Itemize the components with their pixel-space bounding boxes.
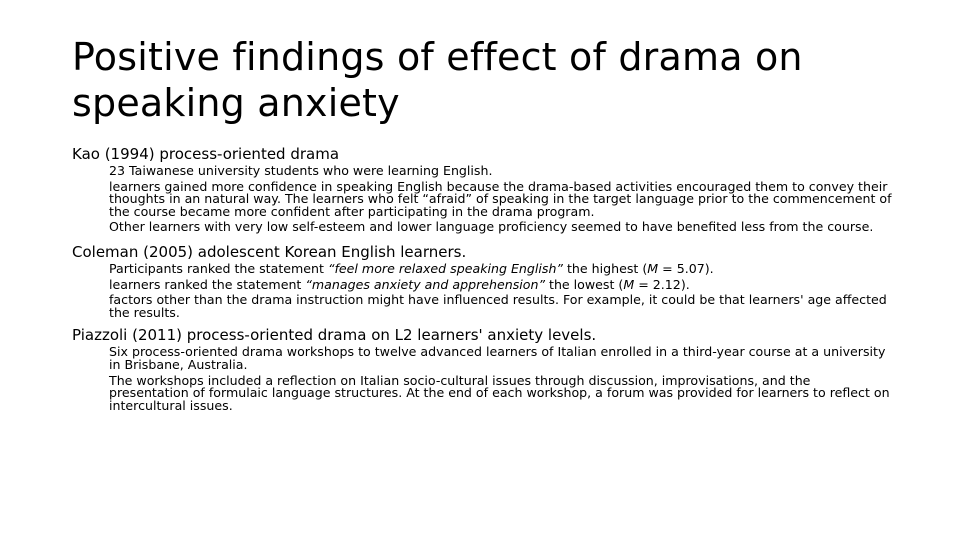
- bullet-item: factors other than the drama instruction might have influenced results. For example, it could be that learners' age affected the results.: [109, 292, 887, 320]
- section-author: Coleman: [72, 242, 139, 261]
- bullet-list: [109, 346, 892, 412]
- section-coleman: [72, 242, 892, 319]
- bullet-list: [109, 165, 892, 234]
- mean-symbol: M: [647, 260, 659, 276]
- quoted-statement: “feel more relaxed speaking English”: [327, 260, 563, 276]
- bullet-text: the highest (: [562, 260, 648, 276]
- section-description: (2005) adolescent Korean English learners.: [138, 242, 467, 261]
- section-heading: [72, 144, 892, 164]
- bullet-item: The workshops included a reflection on Italian socio-cultural issues through discussion, improvisations, and the presentation of formulaic language structures. At the end of each workshop, a forum was provided for learners to reflect on intercultural issues.: [109, 372, 890, 413]
- slide-title: Positive findings of effect of drama on speaking anxiety: [72, 35, 803, 125]
- section-description: (2011) process-oriented drama on L2 learners' anxiety levels.: [127, 326, 597, 345]
- section-piazzoli: [72, 325, 892, 412]
- section-description: process-oriented drama: [154, 145, 340, 163]
- bullet-text: = 5.07).: [658, 260, 714, 276]
- mean-symbol: M: [623, 276, 635, 292]
- bullet-item: 23 Taiwanese university students who were learning English.: [109, 163, 493, 178]
- bullet-item: [109, 260, 892, 276]
- section-kao: [72, 144, 892, 234]
- section-author: Piazzoli: [72, 326, 128, 345]
- bullet-item: learners gained more confidence in speaking English because the drama-based activities encouraged them to convey their thoughts in an natural way. The learners who felt “afraid” of speaking in the target language prior to the commencement of the course became more confident after participating in the drama program.: [109, 178, 892, 219]
- quoted-statement: “manages anxiety and apprehension”: [305, 276, 545, 292]
- slide-content: [72, 144, 892, 415]
- bullet-text: = 2.12).: [634, 276, 690, 292]
- section-heading: [72, 325, 892, 345]
- bullet-item: Six process-oriented drama workshops to twelve advanced learners of Italian enrolled in a third-year course at a university in Brisbane, Australia.: [109, 344, 886, 372]
- bullet-item: [109, 276, 892, 292]
- bullet-item: Other learners with very low self-esteem and lower language proficiency seemed to have benefited less from the course.: [109, 219, 874, 235]
- bullet-list: [109, 260, 892, 320]
- section-heading: [72, 242, 892, 262]
- bullet-text: learners ranked the statement: [109, 276, 306, 292]
- bullet-text: Participants ranked the statement: [109, 260, 328, 276]
- bullet-text: the lowest (: [545, 276, 624, 292]
- section-author: Kao (1994): [72, 145, 155, 163]
